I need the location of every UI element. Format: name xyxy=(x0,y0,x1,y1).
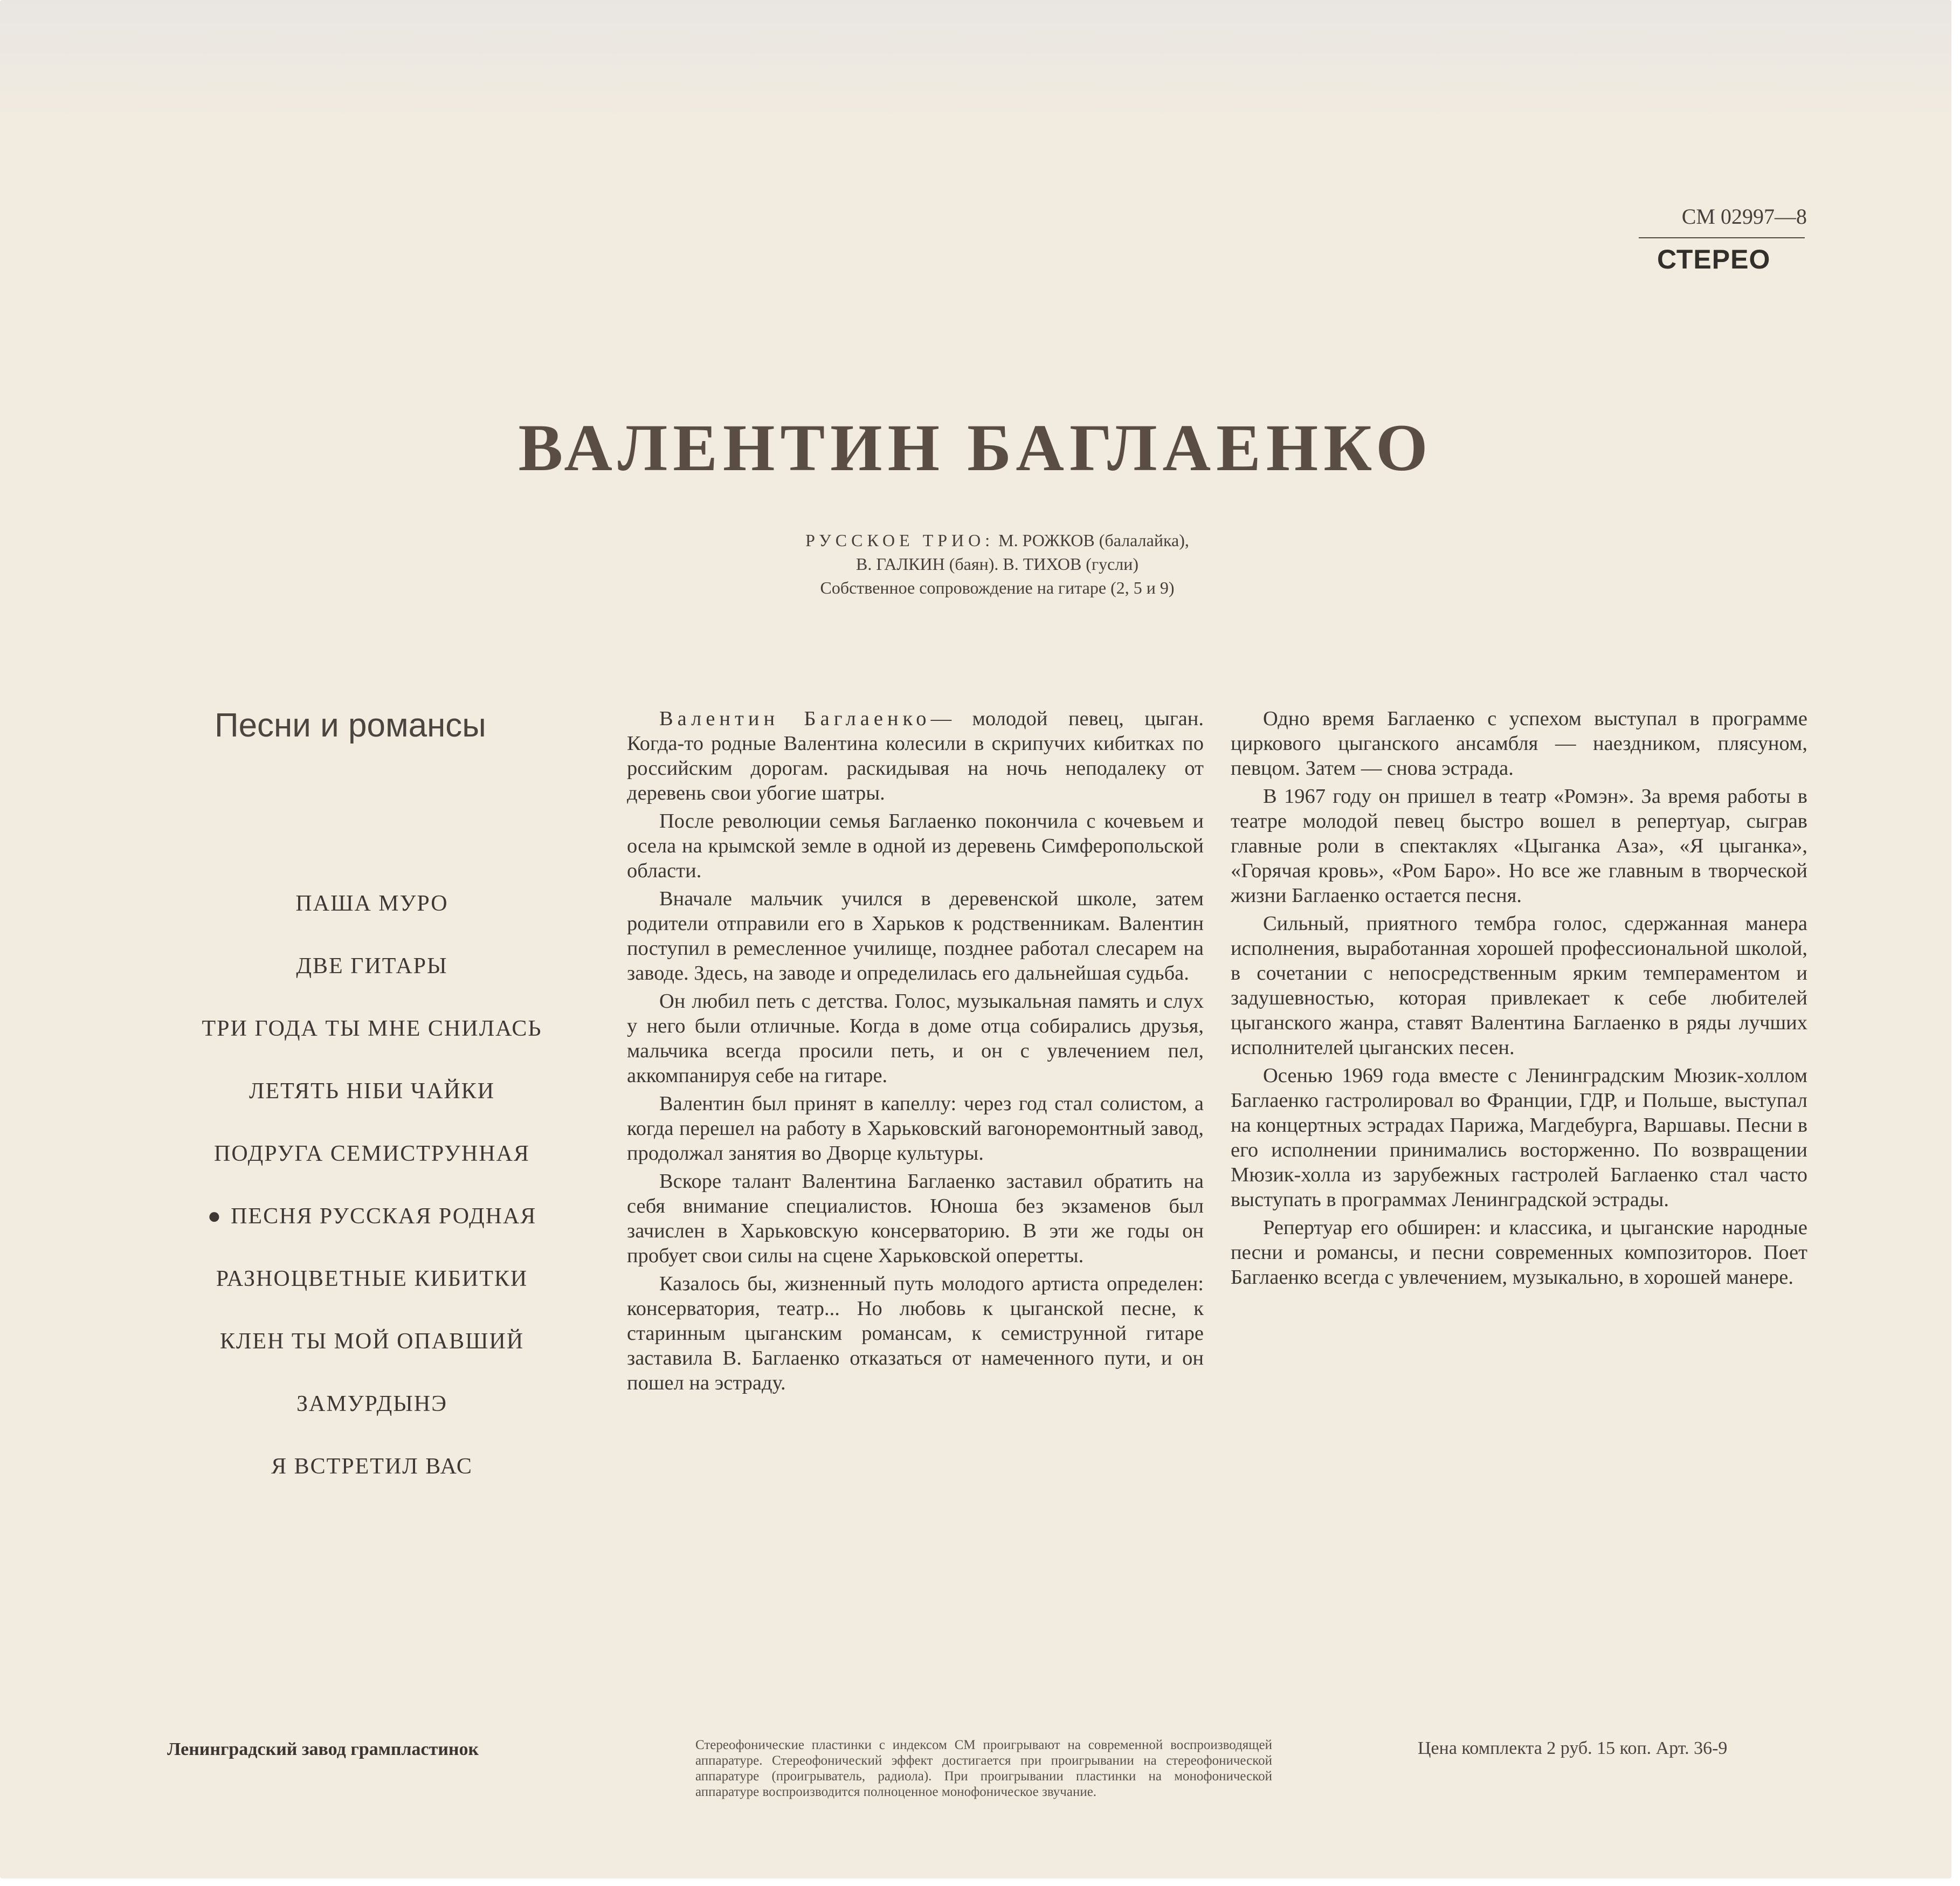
performer-credits xyxy=(701,528,1294,600)
track-item xyxy=(156,997,588,1060)
catalog-number: СМ 02997—8 xyxy=(1681,204,1807,229)
track-title: ПОДРУГА СЕМИСТРУННАЯ xyxy=(214,1141,530,1166)
bio-paragraph: После революции семья Баглаенко покончила с кочевьем и осела на крымской земле в одной из деревень Симферопольской области. xyxy=(627,810,1204,882)
track-title: ДВЕ ГИТАРЫ xyxy=(296,954,448,979)
bio-paragraph: Казалось бы, жизненный путь молодого артиста определен: консерватория, театр... Но любовь к цыганской песне, к старинным цыганским романсам, к семиструнной гитаре заставила В. Баглаенко отказаться от намеченного пути, и он пошел на эстраду. xyxy=(627,1272,1204,1394)
credits-line-2: В. ГАЛКИН (баян). В. ТИХОВ (гусли) xyxy=(855,554,1139,574)
track-item xyxy=(156,1185,588,1248)
bio-paragraph-text: — молодой певец, цыган. Когда-то родные Валентина колесили в скрипучих кибитках по российским дорогам. раскидывая на ночь неподалеку от деревень свои убогие шатры. xyxy=(627,707,1204,804)
bio-paragraph: Он любил петь с детства. Голос, музыкальная память и слух у него были отличные. Когда в доме отца собирались друзья, мальчика всегда просили петь, и он с увлечением пел, аккомпанируя себе на гитаре. xyxy=(627,990,1204,1087)
bio-paragraph: Вначале мальчик учился в деревенской школе, затем родители отправили его в Харьков к родственникам. Валентин поступил в ремесленное училище, позднее работал слесарем на заводе. Здесь, на заводе и определилась его дальнейшая судьба. xyxy=(627,887,1204,985)
bio-paragraph: Репертуар его обширен: и классика, и цыганские народные песни и романсы, и песни современных композиторов. Поет Баглаенко всегда с увлечением, музыкально, в хорошей манере. xyxy=(1231,1216,1807,1289)
credits-line-3: Собственное сопровождение на гитаре (2, 5 и 9) xyxy=(820,578,1175,597)
bio-paragraph: Вскоре талант Валентина Баглаенко заставил обратить на себя внимание специалистов. Юноша без экзаменов был зачислен в Харьковскую консерваторию. В эти же годы он пробует свои силы на сцене Харьковской оперетты. xyxy=(627,1170,1204,1267)
top-shading xyxy=(0,0,1951,119)
track-title: РАЗНОЦВЕТНЫЕ КИБИТКИ xyxy=(216,1266,528,1291)
bio-paragraph: Валентин был принят в капеллу: через год стал солистом, а когда перешел на работу в Харьковский вагоноремонтный завод, продолжал занятия во Дворце культуры. xyxy=(627,1092,1204,1165)
track-title: ТРИ ГОДА ТЫ МНЕ СНИЛАСЬ xyxy=(202,1016,542,1041)
track-item xyxy=(156,1123,588,1185)
bio-paragraph: Осенью 1969 года вместе с Ленинградским Мюзик-холлом Баглаенко гастролировал во Франции, ГДР, и Польше, выступал на концертных эстрадах Парижа, Магдебурга, Варшавы. Песни в его исполнении принимались восторженно. По возвращении Мюзик-холла из зарубежных гастролей Баглаенко стал часто выступать в программах Ленинградской эстрады. xyxy=(1231,1064,1807,1211)
track-item xyxy=(156,1248,588,1310)
track-title: ЛЕТЯТЬ НIБИ ЧАЙКИ xyxy=(249,1079,495,1104)
bullet-icon: ● xyxy=(207,1204,223,1229)
track-item xyxy=(156,1435,588,1498)
track-item xyxy=(156,1060,588,1123)
bio-paragraph: Сильный, приятного тембра голос, сдержанная манера исполнения, выработанная хорошей профессиональной школой, в сочетании с непосредственным ярким темпераментом и задушевностью, которая привлекает к себе любителей цыганского жанра, ставят Валентина Баглаенко в ряды лучших исполнителей цыганских песен. xyxy=(1231,912,1807,1059)
track-item xyxy=(156,1310,588,1373)
bio-artist-name: Валентин Баглаенко xyxy=(659,707,931,730)
biography-column-right xyxy=(1231,706,1807,1293)
credits-line-1 xyxy=(701,528,1294,552)
track-title: ЗАМУРДЫНЭ xyxy=(296,1392,447,1416)
track-title: ПАША МУРО xyxy=(295,891,448,916)
track-item xyxy=(156,935,588,997)
credits-line-1-rest: М. РОЖКОВ (балалайка), xyxy=(998,531,1189,550)
manufacturer: Ленинградский завод грампластинок xyxy=(167,1739,479,1759)
stereo-note: Стереофонические пластинки с индексом СМ проигрывают на современной воспроизводящей аппаратуре. Стереофонический эффект достигается при проигрывании на стереофонической аппаратуре (проигрыватель, радиола). При проигрывании пластинки на монофонической аппаратуре воспроизводится полноценное монофоническое звучание. xyxy=(695,1738,1272,1799)
album-subtitle: Песни и романсы xyxy=(215,707,486,744)
track-list xyxy=(156,872,588,1498)
catalog-underline xyxy=(1639,237,1805,238)
ensemble-label: РУССКОЕ ТРИО: xyxy=(805,531,995,550)
bio-paragraph xyxy=(627,706,1204,806)
price: Цена комплекта 2 руб. 15 коп. Арт. 36-9 xyxy=(1418,1738,1728,1758)
artist-name: ВАЛЕНТИН БАГЛАЕНКО xyxy=(518,411,1433,485)
bio-paragraph: В 1967 году он пришел в театр «Ромэн». За время работы в театре молодой певец быстро вошел в репертуар, сыграв главные роли в спектаклях «Цыганка Аза», «Я цыганка», «Горячая кровь», «Ром Баро». Но все же главным в творческой жизни Баглаенко остается песня. xyxy=(1231,785,1807,907)
bio-paragraph: Одно время Баглаенко с успехом выступал в программе циркового цыганского ансамбля — наездником, плясуном, певцом. Затем — снова эстрада. xyxy=(1231,707,1807,780)
track-item xyxy=(156,872,588,935)
track-title: Я ВСТРЕТИЛ ВАС xyxy=(271,1454,473,1479)
track-title: ПЕСНЯ РУССКАЯ РОДНАЯ xyxy=(231,1204,537,1229)
biography-column-left xyxy=(627,706,1204,1399)
stereo-label: СТЕРЕО xyxy=(1657,244,1771,274)
track-title: КЛЕН ТЫ МОЙ ОПАВШИЙ xyxy=(219,1329,524,1354)
track-item xyxy=(156,1373,588,1435)
